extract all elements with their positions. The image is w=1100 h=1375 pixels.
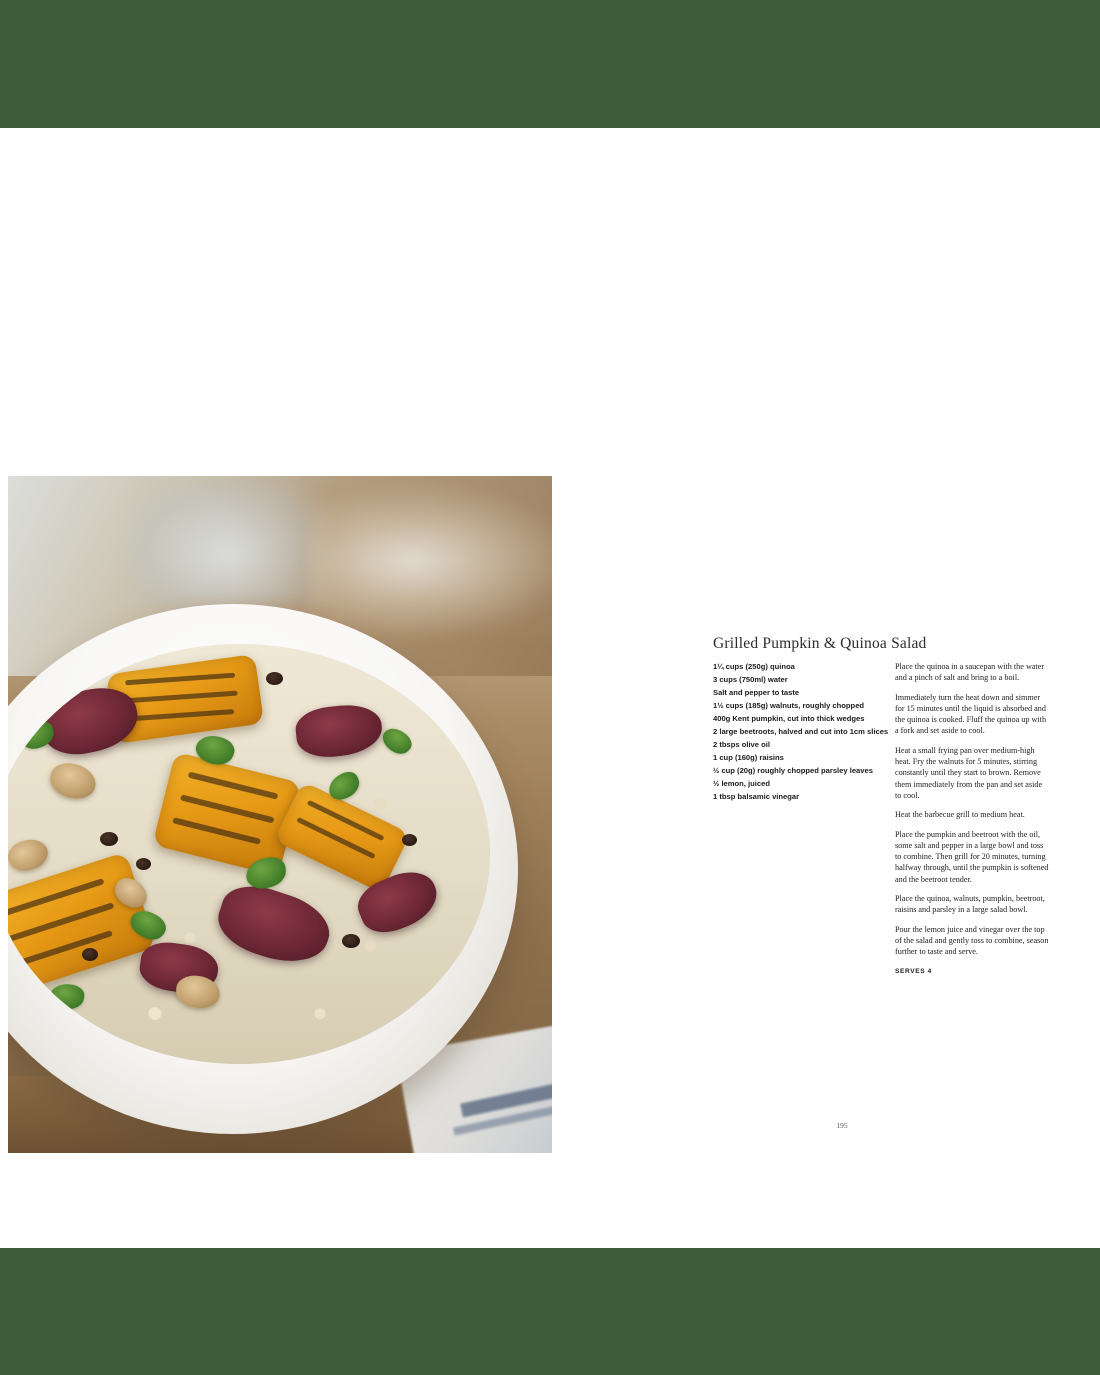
photo-raisin — [100, 832, 118, 846]
ingredient-item: 1½ cups (185g) walnuts, roughly chopped — [713, 701, 865, 710]
ingredient-item: Salt and pepper to taste — [713, 688, 800, 697]
recipe-photo — [8, 476, 552, 1153]
recipe-page — [552, 476, 1092, 1153]
ingredient-item: 1 cup (160g) raisins — [713, 753, 784, 762]
top-border-band — [0, 0, 1100, 128]
method-steps — [895, 661, 1050, 977]
ingredient-item: 1¼ cups (250g) quinoa — [713, 662, 795, 671]
ingredient-item: 2 large beetroots, halved and cut into 1cm slices — [713, 727, 889, 736]
ingredient-item: 2 tbsps olive oil — [713, 740, 770, 749]
method-step: Place the pumpkin and beetroot with the oil, some salt and pepper in a large bowl and toss to combine. Then grill for 20 minutes, turning halfway through, until the pumpkin is softened and the beetroot tender. — [895, 829, 1049, 884]
photo-salad — [8, 644, 490, 1064]
ingredients-items — [713, 661, 893, 803]
method-step: Place the quinoa, walnuts, pumpkin, beetroot, raisins and parsley in a large salad bowl. — [895, 894, 1045, 915]
method-step: Place the quinoa in a saucepan with the water and a pinch of salt and bring to a boil. — [895, 662, 1045, 683]
photo-raisin — [82, 948, 98, 961]
recipe-title: Grilled Pumpkin & Quinoa Salad — [713, 635, 927, 652]
ingredient-item: 400g Kent pumpkin, cut into thick wedges — [713, 714, 865, 723]
photo-raisin — [266, 672, 283, 685]
ingredient-item: 1 tbsp balsamic vinegar — [713, 792, 800, 801]
photo-raisin — [342, 934, 360, 948]
ingredient-item: 3 cups (750ml) water — [713, 675, 788, 684]
ingredients-list — [713, 661, 893, 804]
book-spread — [8, 476, 1092, 1153]
page-canvas — [0, 128, 1100, 1248]
photo-raisin — [402, 834, 417, 846]
photo-background-bowl — [308, 486, 552, 636]
page-number: 195 — [836, 1121, 848, 1130]
method-step: Immediately turn the heat down and simmer for 15 minutes until the liquid is absorbed and the quinoa is cooked. Fluff the quinoa up with a fork and set aside to cool. — [895, 692, 1047, 736]
photo-raisin — [136, 858, 151, 870]
method-step: Heat a small frying pan over medium-high heat. Fry the walnuts for 5 minutes, stirring constantly until they start to brown. Remove them immediately from the pan and set aside to cool. — [895, 745, 1043, 800]
photo-background-glass — [128, 476, 328, 606]
method-step: Pour the lemon juice and vinegar over the top of the salad and gently toss to combine, season further to taste and serve. — [895, 924, 1049, 957]
bottom-border-band — [0, 1248, 1100, 1375]
serves-label: SERVES 4 — [895, 967, 932, 975]
ingredient-item: ½ cup (20g) roughly chopped parsley leaves — [713, 766, 873, 775]
method-step: Heat the barbecue grill to medium heat. — [895, 810, 1025, 820]
ingredient-item: ½ lemon, juiced — [713, 779, 770, 788]
